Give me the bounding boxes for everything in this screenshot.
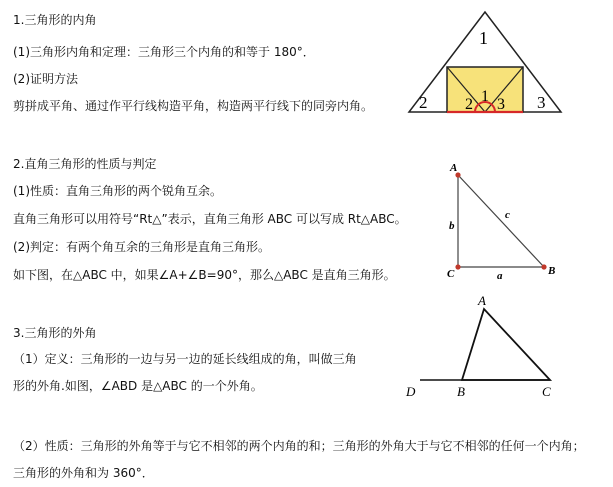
- section2-line3: (2)判定：有两个角互余的三角形是直角三角形。: [13, 240, 270, 254]
- section1-title: 1.三角形的内角: [13, 13, 97, 27]
- section1-line2: (2)证明方法: [13, 72, 78, 86]
- right-triangle: [458, 175, 544, 267]
- vertex-label-A: A: [478, 293, 486, 308]
- section3-line1: （1）定义：三角形的一边与另一边的延长线组成的角，叫做三角: [13, 352, 357, 366]
- section3-line2: 形的外角.如图，∠ABD 是△ABC 的一个外角。: [13, 379, 263, 393]
- section3-line4: 三角形的外角和为 360°．: [13, 466, 154, 480]
- angle-sum-figure: [405, 8, 565, 116]
- right-triangle-figure: [440, 155, 570, 285]
- angle-label-left: 2: [419, 93, 428, 112]
- inner-label-1: 1: [481, 88, 489, 105]
- section2-line4: 如下图，在△ABC 中，如果∠A+∠B=90°，那么△ABC 是直角三角形。: [13, 268, 396, 282]
- vertex-label-B: B: [548, 265, 556, 277]
- section3-line3: （2）性质：三角形的外角等于与它不相邻的两个内角的和；三角形的外角大于与它不相邻的任何一个内角；: [13, 439, 585, 453]
- triangle-abc: [462, 309, 550, 380]
- point-C: [455, 264, 460, 269]
- section1-line1: (1)三角形内角和定理：三角形三个内角的和等于 180°．: [13, 45, 315, 59]
- section2-line1: (1)性质：直角三角形的两个锐角互余。: [13, 184, 222, 198]
- side-label-b: b: [449, 220, 455, 232]
- vertex-label-C: C: [447, 268, 455, 280]
- vertex-label-C: C: [542, 384, 551, 399]
- angle-label-top: 1: [479, 28, 488, 48]
- inner-label-3: 3: [497, 96, 505, 113]
- inner-label-2: 2: [465, 96, 473, 113]
- section1-line3: 剪拼成平角、通过作平行线构造平角，构造两平行线下的同旁内角。: [13, 99, 374, 113]
- section2-title: 2.直角三角形的性质与判定: [13, 157, 157, 171]
- side-label-a: a: [497, 270, 503, 282]
- section2-line2: 直角三角形可以用符号“Rt△”表示，直角三角形 ABC 可以写成 Rt△ABC。: [13, 212, 407, 226]
- angle-label-right: 3: [537, 93, 546, 112]
- vertex-label-B: B: [457, 384, 465, 399]
- vertex-label-A: A: [450, 162, 458, 174]
- vertex-label-D: D: [406, 384, 416, 399]
- point-B: [541, 264, 546, 269]
- side-label-c: c: [505, 209, 510, 221]
- exterior-angle-figure: [400, 292, 570, 404]
- section3-title: 3.三角形的外角: [13, 326, 97, 340]
